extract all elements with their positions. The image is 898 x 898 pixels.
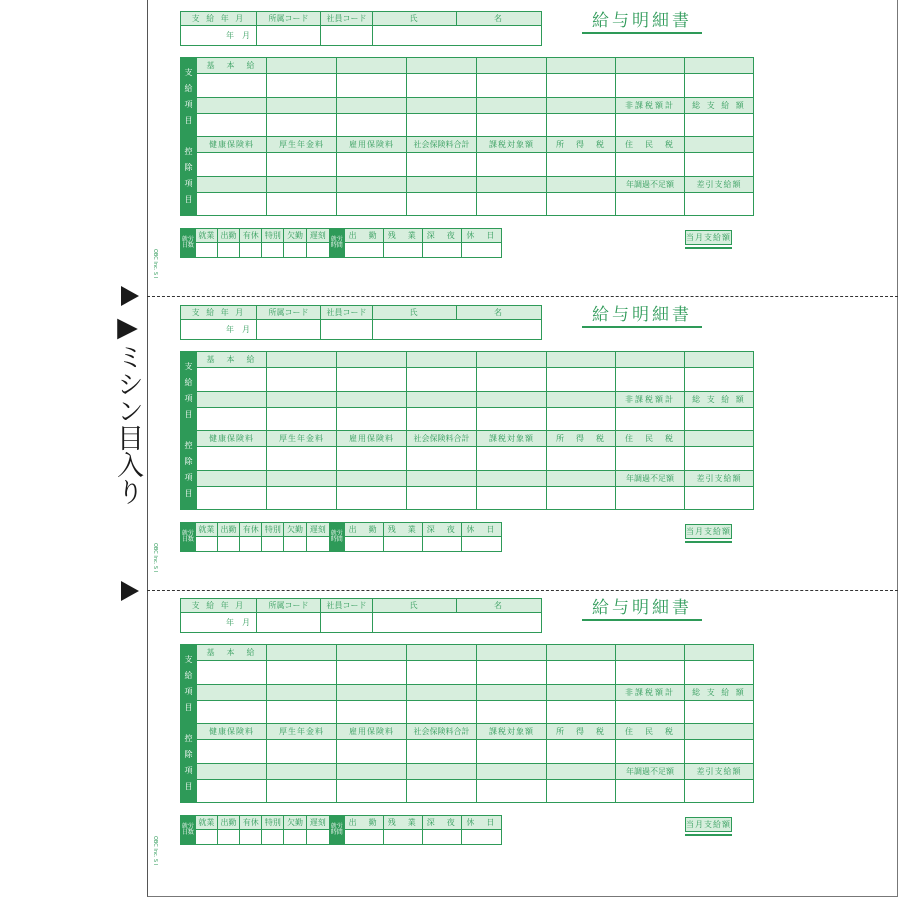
name-field[interactable] — [373, 26, 542, 46]
name-label-right: 名 — [457, 599, 542, 613]
hours-item: 休 日 — [461, 229, 501, 243]
gross-total-label: 総 支 給 額 — [685, 391, 754, 407]
header-table — [180, 598, 541, 633]
income-tax-label: 所 得 税 — [547, 724, 616, 740]
deduction-items-table — [180, 136, 753, 216]
pension-label: 厚生年金料 — [267, 431, 337, 447]
payslip — [0, 587, 898, 879]
attendance-table — [180, 815, 502, 845]
payslip — [0, 0, 898, 292]
hours-item: 出 勤 — [344, 229, 383, 243]
emp-code-field[interactable] — [321, 26, 373, 46]
name-label-right: 名 — [457, 306, 542, 320]
year-month-field[interactable]: 年 月 — [181, 26, 257, 46]
emp-code-field[interactable] — [321, 613, 373, 633]
income-tax-label: 所 得 税 — [547, 431, 616, 447]
dept-code-label: 所属コード — [257, 599, 321, 613]
work-days-bar: 就労日数 — [181, 816, 196, 845]
gross-total-label: 総 支 給 額 — [685, 684, 754, 700]
net-pay-label: 差引支給額 — [685, 176, 754, 192]
attendance-item: 欠勤 — [284, 229, 306, 243]
emp-code-field[interactable] — [321, 320, 373, 340]
name-label-left: 氏 — [373, 599, 457, 613]
name-label-left: 氏 — [373, 12, 457, 26]
emp-code-label: 社員コード — [321, 12, 373, 26]
income-tax-label: 所 得 税 — [547, 137, 616, 153]
hours-item: 残 業 — [383, 816, 422, 830]
social-ins-total-label: 社会保険料合計 — [407, 724, 477, 740]
perforation-label: ▶ミシン目入り — [112, 312, 143, 505]
deduction-items-table — [180, 723, 753, 803]
monthly-net-table — [683, 228, 753, 258]
hours-item: 休 日 — [461, 816, 501, 830]
nontax-total-label: 非課税額計 — [616, 391, 685, 407]
taxable-amount-label: 課税対象額 — [477, 137, 547, 153]
name-field[interactable] — [373, 613, 542, 633]
header-table — [180, 11, 541, 46]
net-pay-label: 差引支給額 — [685, 763, 754, 779]
attendance-item: 就業 — [195, 523, 217, 537]
payslip-title: 給与明細書 — [582, 300, 702, 328]
work-hours-bar: 就労時間 — [329, 816, 344, 845]
hours-item: 出 勤 — [344, 816, 383, 830]
monthly-net-table — [683, 522, 753, 552]
attendance-item: 欠勤 — [284, 816, 306, 830]
monthly-net-table — [683, 815, 753, 845]
pay-side-label: 支 給 項 目 — [181, 352, 197, 431]
resident-tax-label: 住 民 税 — [616, 724, 685, 740]
basic-salary-label: 基 本 給 — [197, 352, 267, 368]
hours-item: 残 業 — [383, 523, 422, 537]
adjust-label: 年調過不足額 — [616, 176, 685, 192]
name-label-right: 名 — [457, 12, 542, 26]
attendance-item: 遅刻 — [306, 523, 329, 537]
nontax-total-label: 非課税額計 — [616, 684, 685, 700]
health-ins-label: 健康保険料 — [197, 724, 267, 740]
pay-month-label: 支 給 年 月 — [181, 599, 257, 613]
year-month-field[interactable]: 年 月 — [181, 320, 257, 340]
employment-ins-label: 雇用保険料 — [337, 724, 407, 740]
emp-code-label: 社員コード — [321, 306, 373, 320]
attendance-table — [180, 522, 502, 552]
attendance-item: 特別 — [262, 816, 284, 830]
header-table — [180, 305, 541, 340]
health-ins-label: 健康保険料 — [197, 431, 267, 447]
payslip — [0, 294, 898, 586]
resident-tax-label: 住 民 税 — [616, 431, 685, 447]
pension-label: 厚生年金料 — [267, 137, 337, 153]
pension-label: 厚生年金料 — [267, 724, 337, 740]
hours-item: 残 業 — [383, 229, 422, 243]
attendance-item: 遅刻 — [306, 816, 329, 830]
net-pay-label: 差引支給額 — [685, 470, 754, 486]
attendance-item: 有休 — [240, 229, 262, 243]
attendance-item: 就業 — [195, 229, 217, 243]
attendance-item: 就業 — [195, 816, 217, 830]
basic-salary-label: 基 本 給 — [197, 58, 267, 74]
monthly-net-label: 当月支給額 — [685, 230, 732, 245]
pay-items-table — [180, 644, 753, 724]
attendance-item: 出勤 — [217, 229, 239, 243]
hours-item: 深 夜 — [422, 229, 461, 243]
monthly-net-field[interactable] — [685, 247, 732, 249]
deduction-side-label: 控 除 項 目 — [181, 137, 197, 216]
hours-item: 休 日 — [461, 523, 501, 537]
taxable-amount-label: 課税対象額 — [477, 431, 547, 447]
work-hours-bar: 就労時間 — [329, 229, 344, 258]
health-ins-label: 健康保険料 — [197, 137, 267, 153]
hours-item: 深 夜 — [422, 523, 461, 537]
dept-code-label: 所属コード — [257, 306, 321, 320]
hours-item: 出 勤 — [344, 523, 383, 537]
pay-items-table — [180, 57, 753, 137]
work-days-bar: 就労日数 — [181, 229, 196, 258]
year-month-field[interactable]: 年 月 — [181, 613, 257, 633]
payslip-title: 給与明細書 — [582, 593, 702, 621]
resident-tax-label: 住 民 税 — [616, 137, 685, 153]
pay-side-label: 支 給 項 目 — [181, 645, 197, 724]
dept-code-field[interactable] — [257, 26, 321, 46]
attendance-table — [180, 228, 502, 258]
adjust-label: 年調過不足額 — [616, 763, 685, 779]
gross-total-label: 総 支 給 額 — [685, 97, 754, 113]
monthly-net-label: 当月支給額 — [685, 817, 732, 832]
payslip-title: 給与明細書 — [582, 6, 702, 34]
pay-month-label: 支 給 年 月 — [181, 306, 257, 320]
work-hours-bar: 就労時間 — [329, 523, 344, 552]
pay-items-table — [180, 351, 753, 431]
dept-code-label: 所属コード — [257, 12, 321, 26]
dept-code-field[interactable] — [257, 320, 321, 340]
attendance-item: 欠勤 — [284, 523, 306, 537]
monthly-net-field[interactable] — [685, 834, 732, 836]
employment-ins-label: 雇用保険料 — [337, 431, 407, 447]
emp-code-label: 社員コード — [321, 599, 373, 613]
deduction-items-table — [180, 430, 753, 510]
social-ins-total-label: 社会保険料合計 — [407, 431, 477, 447]
vendor-logo: OBC Inc. S I — [152, 836, 158, 866]
name-field[interactable] — [373, 320, 542, 340]
adjust-label: 年調過不足額 — [616, 470, 685, 486]
attendance-item: 有休 — [240, 816, 262, 830]
pay-month-label: 支 給 年 月 — [181, 12, 257, 26]
attendance-item: 特別 — [262, 523, 284, 537]
attendance-item: 出勤 — [217, 523, 239, 537]
attendance-item: 特別 — [262, 229, 284, 243]
basic-salary-label: 基 本 給 — [197, 645, 267, 661]
attendance-item: 遅刻 — [306, 229, 329, 243]
deduction-side-label: 控 除 項 目 — [181, 431, 197, 510]
attendance-item: 有休 — [240, 523, 262, 537]
attendance-item: 出勤 — [217, 816, 239, 830]
nontax-total-label: 非課税額計 — [616, 97, 685, 113]
vendor-logo: OBC Inc. S I — [152, 543, 158, 573]
hours-item: 深 夜 — [422, 816, 461, 830]
employment-ins-label: 雇用保険料 — [337, 137, 407, 153]
dept-code-field[interactable] — [257, 613, 321, 633]
work-days-bar: 就労日数 — [181, 523, 196, 552]
name-label-left: 氏 — [373, 306, 457, 320]
vendor-logo: OBC Inc. S I — [152, 249, 158, 279]
social-ins-total-label: 社会保険料合計 — [407, 137, 477, 153]
monthly-net-label: 当月支給額 — [685, 524, 732, 539]
monthly-net-field[interactable] — [685, 541, 732, 543]
pay-side-label: 支 給 項 目 — [181, 58, 197, 137]
deduction-side-label: 控 除 項 目 — [181, 724, 197, 803]
taxable-amount-label: 課税対象額 — [477, 724, 547, 740]
